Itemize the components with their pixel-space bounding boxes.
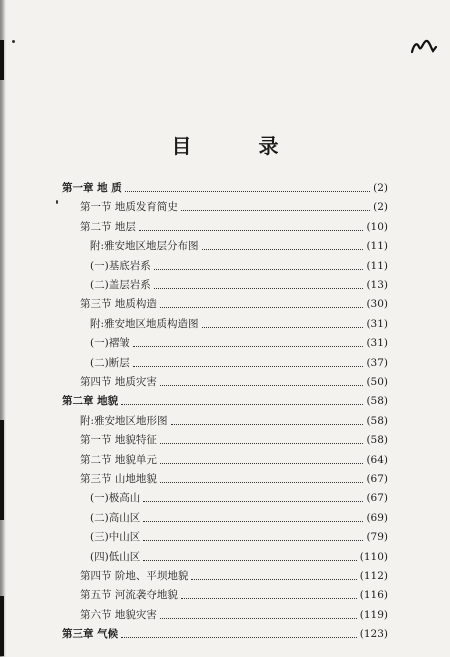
toc-page-number: (30) [366,298,388,311]
toc-entry-label: 第一节 地貌特征 [80,434,157,447]
toc-page-number: (110) [359,550,388,563]
toc-entry [90,351,388,370]
toc-entry [80,195,388,214]
toc-page-number: (10) [366,220,388,233]
dot-leader [160,443,364,444]
toc-entry [90,545,388,564]
toc-entry [80,467,388,486]
toc-entry [80,583,388,602]
toc-entry-label: 第六节 地貌灾害 [80,608,157,621]
dot-leader [133,346,364,347]
toc-entry-label: 第三节 地质构造 [80,298,157,311]
dot-leader [143,540,363,541]
toc-entry [80,215,388,234]
toc-page-number: (67) [366,473,388,485]
toc-page-number: (13) [366,279,388,291]
toc-entry [90,506,388,525]
toc-entry [90,234,388,253]
toc-entry-label: 第三节 山地地貌 [80,473,157,485]
toc-entry-label: 第四节 阶地、平坝地貌 [80,570,189,582]
scan-spine-mark [0,596,4,656]
toc-page-number: (50) [366,376,388,388]
dot-leader [160,307,364,308]
toc-page-number: (2) [373,201,388,214]
dot-leader [202,249,364,250]
toc-page-number: (123) [359,628,388,641]
toc-page-number: (11) [366,240,388,253]
toc-chapter-entry [62,176,388,195]
toc-entry-label: 第五节 河流袭夺地貌 [80,589,178,602]
toc-entry [80,428,388,447]
toc-page-number: (58) [366,395,388,408]
toc-page-number: (64) [366,453,388,466]
toc-entry-label: 第三章 气候 [62,628,119,641]
toc-entry [80,409,388,428]
toc-entry [80,564,388,583]
scan-speck [56,200,58,204]
toc-entry-label: 第四节 地质灾害 [80,376,157,388]
dot-leader [160,482,364,483]
dot-leader [154,269,364,270]
toc-entry [90,525,388,544]
toc-entry-label: (一)极高山 [90,492,141,505]
toc-page-number: (119) [359,608,388,621]
toc-page-number: (58) [366,434,388,447]
toc-entry [90,312,388,331]
toc-entry [90,273,388,292]
toc-entry-label: 附:雅安地区地层分布图 [90,240,199,253]
toc-entry-label: (一)褶皱 [90,337,130,350]
dot-leader [160,463,364,464]
toc-entry-label: (三)中山区 [90,531,141,544]
scan-speck [12,40,15,43]
dot-leader [191,579,356,580]
dot-leader [160,385,364,386]
dot-leader [181,598,357,599]
scan-spine-mark [0,420,4,520]
toc-page-number: (67) [366,492,388,505]
toc-chapter-entry [62,389,388,408]
dot-leader [143,560,357,561]
toc-page-number: (37) [366,356,388,369]
toc-entry-label: (四)低山区 [90,550,141,563]
toc-entry-label: 附:雅安地区地形图 [80,414,168,427]
toc-entry-label: (二)盖层岩系 [90,279,151,291]
toc-entry [90,486,388,505]
dot-leader [121,404,363,405]
dot-leader [181,210,370,211]
toc-page-number: (58) [366,414,388,427]
dot-leader [160,618,357,619]
toc-entry [90,254,388,273]
toc-entry-label: (一)基底岩系 [90,259,151,272]
dot-leader [125,191,370,192]
toc-entry-label: (二)高山区 [90,511,141,524]
dot-leader [171,424,364,425]
dot-leader [121,637,357,638]
toc-entry-label: 第一章 地 质 [62,182,122,194]
toc-entry [80,448,388,467]
toc-entry [80,370,388,389]
scan-spine-mark [0,40,4,80]
toc-page-number: (79) [366,531,388,544]
handwritten-corner-mark [410,38,438,54]
toc-entry-label: 第二章 地貌 [62,395,119,408]
toc-page-number: (2) [373,182,388,194]
toc-entry [80,603,388,622]
toc-page-number: (11) [366,259,388,272]
toc-page-number: (116) [359,589,388,602]
dot-leader [143,521,363,522]
toc-entry [80,292,388,311]
dot-leader [139,230,364,231]
scan-edge-shadow [0,0,6,657]
toc-entry-label: 第一节 地质发育简史 [80,201,178,214]
dot-leader [154,288,364,289]
dot-leader [133,366,364,367]
toc-entry-label: 第二节 地貌单元 [80,453,157,466]
dot-leader [143,501,363,502]
toc-page-number: (31) [366,337,388,350]
toc-entry-label: 附:雅安地区地质构造图 [90,317,199,330]
toc-chapter-entry [62,622,388,641]
toc-entry-label: (二)断层 [90,356,130,369]
dot-leader [202,327,364,328]
page-title: 目 录 [171,134,309,158]
toc-page-number: (69) [366,511,388,524]
toc-page-number: (31) [366,317,388,330]
toc-entry-label: 第二节 地层 [80,220,136,233]
toc-entry [90,331,388,350]
toc-page-number: (112) [359,570,388,582]
